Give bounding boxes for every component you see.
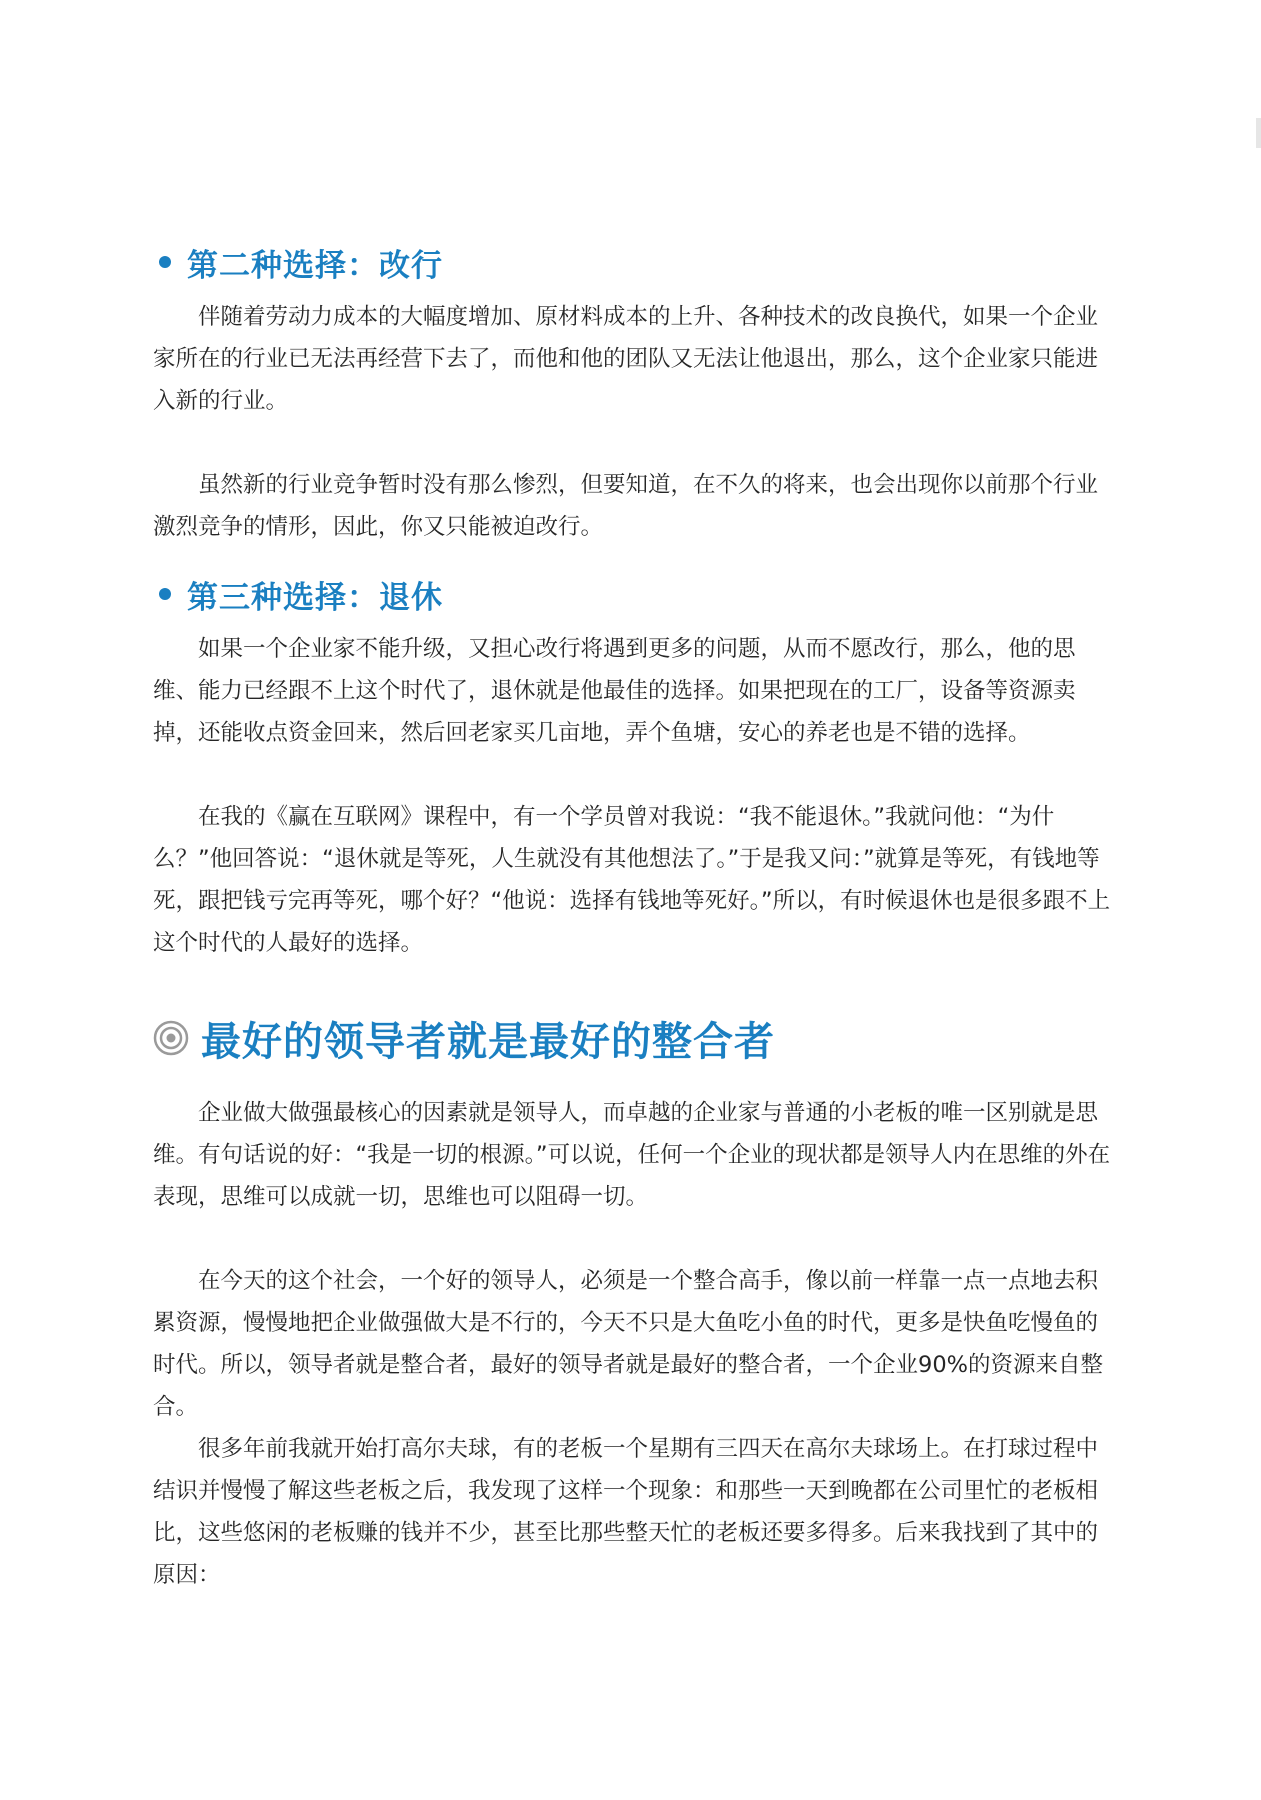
- subheading-text: 第三种选择：退休: [187, 579, 443, 616]
- bullet-dot-icon: [159, 588, 171, 600]
- concentric-circle-icon: [153, 1020, 189, 1056]
- section-heading-text: 最好的领导者就是最好的整合者: [201, 1018, 775, 1065]
- paragraph: 在我的《赢在互联网》课程中，有一个学员曾对我说：“我不能退休。”我就问他：“为什么？”他回答说：“退休就是等死，人生就没有其他想法了。”于是我又问：”就算是等死，有钱地等死，跟把钱亏完再等死，哪个好？“他说：选择有钱地等死好。”所以，有时候退休也是很多跟不上这个时代的人最好的选择。: [153, 804, 1111, 956]
- paragraph: 企业做大做强最核心的因素就是领导人，而卓越的企业家与普通的小老板的唯一区别就是思维。有句话说的好：“我是一切的根源。”可以说，任何一个企业的现状都是领导人内在思维的外在表现，思维可以成就一切，思维也可以阻碍一切。: [153, 1100, 1111, 1210]
- subheading-option-2: [153, 238, 1113, 286]
- subheading-text: 第二种选择：改行: [187, 247, 443, 284]
- paragraph: 虽然新的行业竞争暂时没有那么惨烈，但要知道，在不久的将来，也会出现你以前那个行业激烈竞争的情形，因此，你又只能被迫改行。: [153, 472, 1099, 540]
- paragraph: 很多年前我就开始打高尔夫球，有的老板一个星期有三四天在高尔夫球场上。在打球过程中结识并慢慢了解这些老板之后，我发现了这样一个现象：和那些一天到晚都在公司里忙的老板相比，这些悠闲的老板赚的钱并不少，甚至比那些整天忙的老板还要多得多。后来我找到了其中的原因：: [153, 1436, 1099, 1588]
- paragraph: 伴随着劳动力成本的大幅度增加、原材料成本的上升、各种技术的改良换代，如果一个企业家所在的行业已无法再经营下去了，而他和他的团队又无法让他退出，那么，这个企业家只能进入新的行业。: [153, 304, 1099, 414]
- paragraph: 在今天的这个社会，一个好的领导人，必须是一个整合高手，像以前一样靠一点一点地去积累资源，慢慢地把企业做强做大是不行的，今天不只是大鱼吃小鱼的时代，更多是快鱼吃慢鱼的时代。所以，领导者就是整合者，最好的领导者就是最好的整合者，一个企业90%的资源来自整合。: [153, 1268, 1104, 1420]
- section-heading-leader: [153, 1006, 1113, 1070]
- paragraph: 如果一个企业家不能升级，又担心改行将遇到更多的问题，从而不愿改行，那么，他的思维、能力已经跟不上这个时代了，退休就是他最佳的选择。如果把现在的工厂，设备等资源卖掉，还能收点资金回来，然后回老家买几亩地，弄个鱼塘，安心的养老也是不错的选择。: [153, 636, 1076, 746]
- document-body: [153, 238, 1113, 1596]
- bullet-dot-icon: [159, 256, 171, 268]
- page-edge-marker: [1256, 118, 1261, 148]
- subheading-option-3: [153, 570, 1113, 618]
